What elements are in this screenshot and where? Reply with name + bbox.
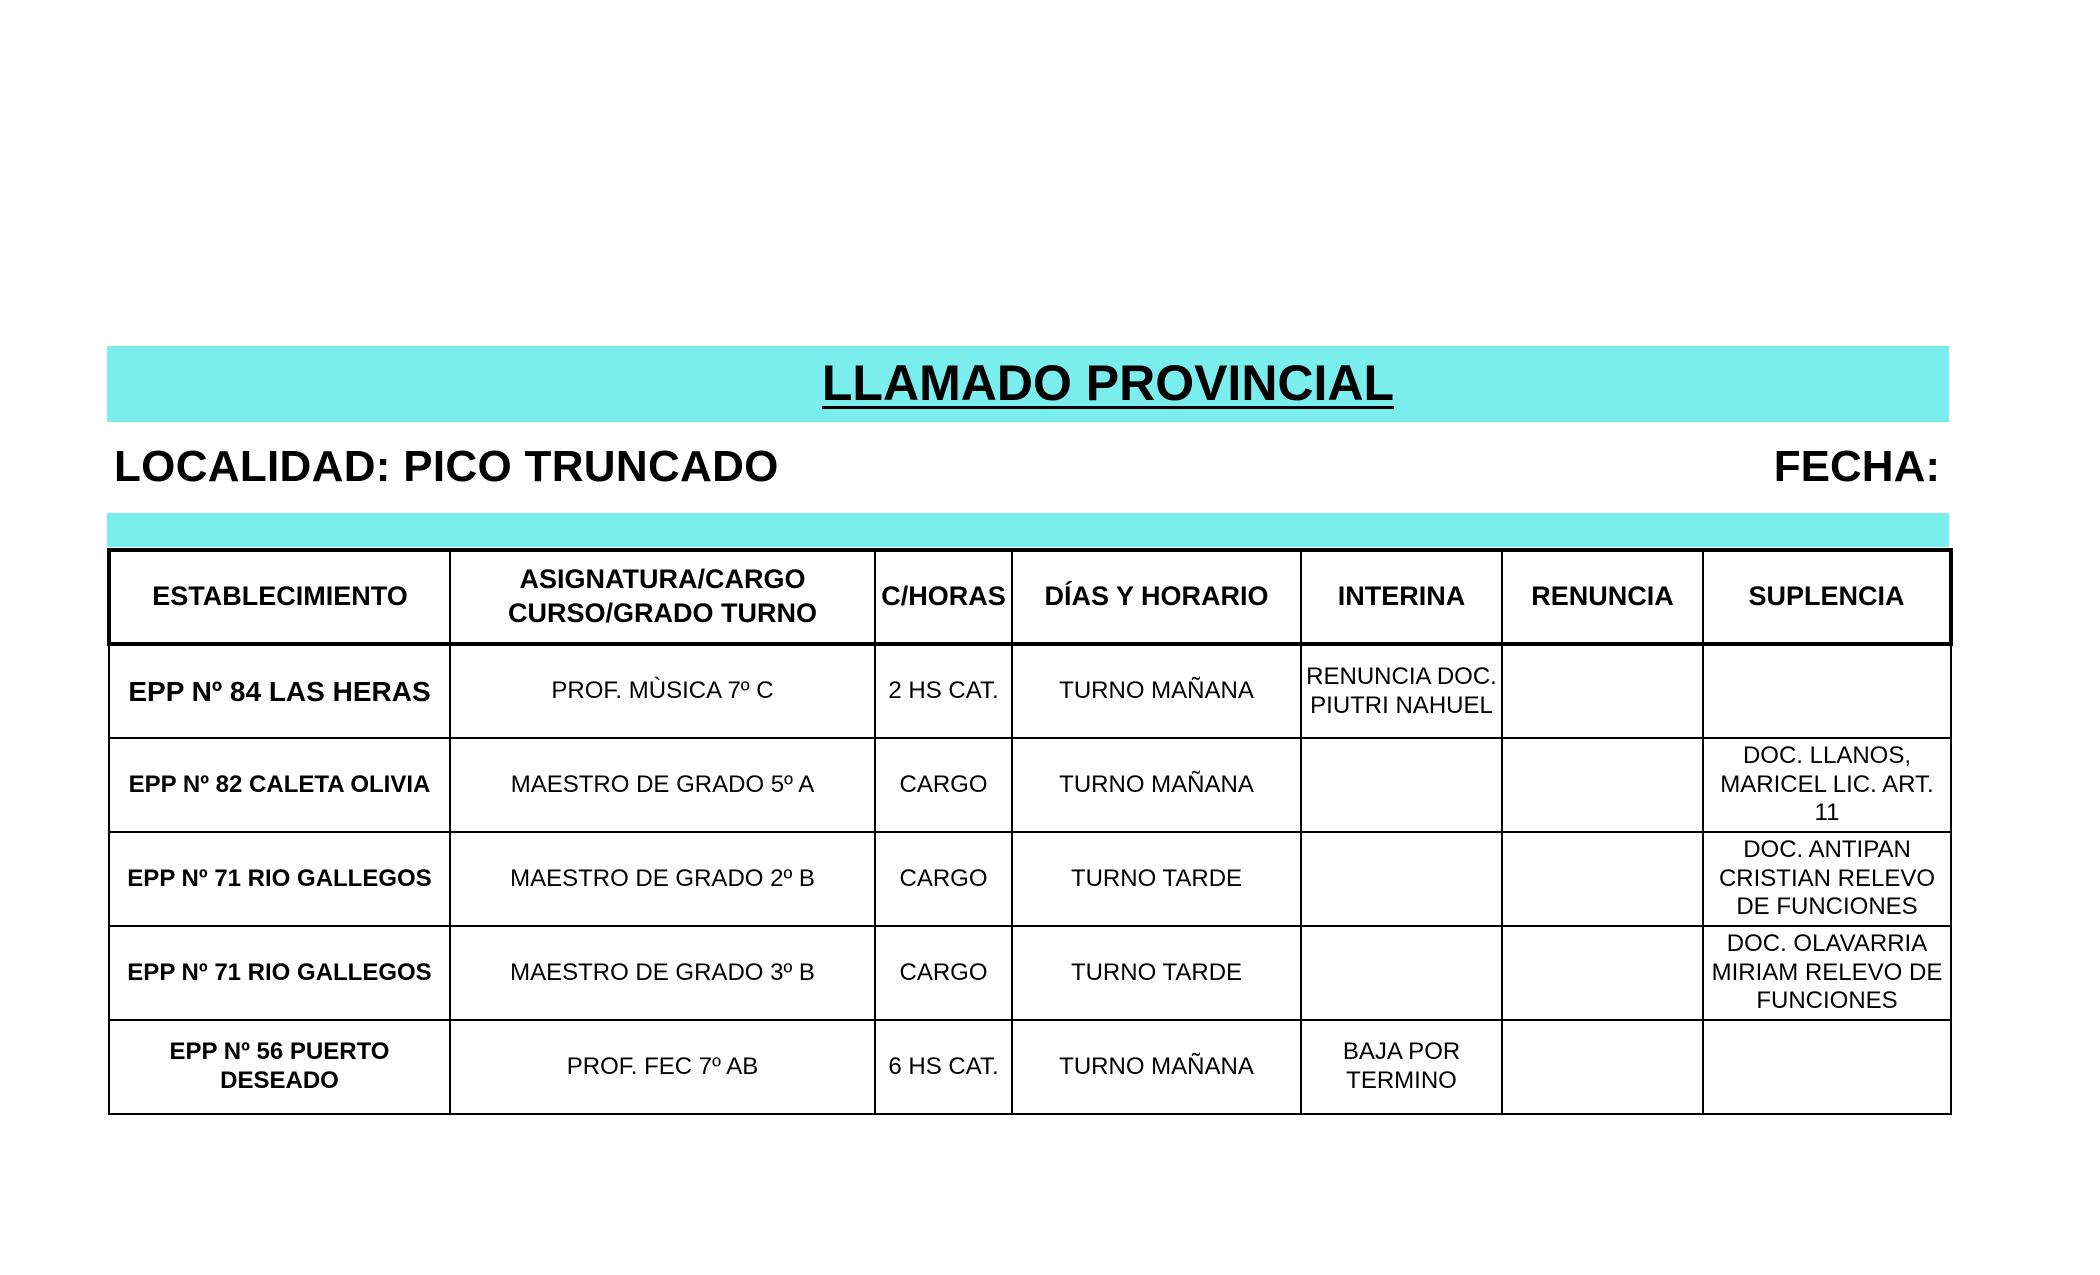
cell-dias: TURNO TARDE [1012, 832, 1301, 926]
header-asignatura-line2: CURSO/GRADO TURNO [508, 598, 817, 628]
cell-horas: 6 HS CAT. [875, 1020, 1012, 1114]
table-row [109, 1020, 1951, 1114]
cell-establecimiento: EPP Nº 84 LAS HERAS [109, 644, 450, 738]
cell-suplencia [1703, 1020, 1951, 1114]
cell-asignatura: PROF. FEC 7º AB [450, 1020, 875, 1114]
cell-establecimiento: EPP Nº 71 RIO GALLEGOS [109, 832, 450, 926]
table-row [109, 832, 1951, 926]
cell-asignatura: MAESTRO DE GRADO 2º B [450, 832, 875, 926]
title-band [107, 346, 1949, 422]
cell-asignatura: PROF. MÙSICA 7º C [450, 644, 875, 738]
localidad-label: LOCALIDAD: PICO TRUNCADO [114, 442, 779, 491]
header-suplencia: SUPLENCIA [1703, 550, 1951, 644]
cell-asignatura: MAESTRO DE GRADO 3º B [450, 926, 875, 1020]
table-row [109, 926, 1951, 1020]
table-row [109, 644, 1951, 738]
header-establecimiento: ESTABLECIMIENTO [109, 550, 450, 644]
fecha-label: FECHA: [1773, 442, 1940, 491]
cell-establecimiento: EPP Nº 82 CALETA OLIVIA [109, 738, 450, 832]
header-horas: C/HORAS [875, 550, 1012, 644]
cell-horas: CARGO [875, 738, 1012, 832]
page-title: LLAMADO PROVINCIAL [821, 355, 1395, 411]
cell-horas: CARGO [875, 832, 1012, 926]
cell-interina [1301, 926, 1502, 1020]
cell-suplencia [1703, 644, 1951, 738]
cell-dias: TURNO TARDE [1012, 926, 1301, 1020]
table-header-row [109, 550, 1951, 644]
vacancies-table [107, 548, 1953, 1115]
cell-renuncia [1502, 644, 1703, 738]
cell-asignatura: MAESTRO DE GRADO 5º A [450, 738, 875, 832]
header-strip [107, 513, 1949, 547]
cell-suplencia: DOC. ANTIPAN CRISTIAN RELEVO DE FUNCIONES [1703, 832, 1951, 926]
table-row [109, 738, 1951, 832]
cell-interina [1301, 832, 1502, 926]
cell-interina: BAJA POR TERMINO [1301, 1020, 1502, 1114]
header-interina: INTERINA [1301, 550, 1502, 644]
cell-dias: TURNO MAÑANA [1012, 1020, 1301, 1114]
cell-renuncia [1502, 738, 1703, 832]
cell-renuncia [1502, 926, 1703, 1020]
header-renuncia: RENUNCIA [1502, 550, 1703, 644]
cell-dias: TURNO MAÑANA [1012, 644, 1301, 738]
cell-suplencia: DOC. LLANOS, MARICEL LIC. ART. 11 [1703, 738, 1951, 832]
header-asignatura [450, 550, 875, 644]
header-asignatura-line1: ASIGNATURA/CARGO [519, 564, 806, 595]
cell-dias: TURNO MAÑANA [1012, 738, 1301, 832]
cell-renuncia [1502, 1020, 1703, 1114]
cell-horas: 2 HS CAT. [875, 644, 1012, 738]
cell-horas: CARGO [875, 926, 1012, 1020]
cell-renuncia [1502, 832, 1703, 926]
cell-establecimiento: EPP Nº 71 RIO GALLEGOS [109, 926, 450, 1020]
cell-suplencia: DOC. OLAVARRIA MIRIAM RELEVO DE FUNCIONES [1703, 926, 1951, 1020]
cell-interina [1301, 738, 1502, 832]
cell-establecimiento: EPP Nº 56 PUERTO DESEADO [109, 1020, 450, 1114]
cell-interina: RENUNCIA DOC. PIUTRI NAHUEL [1301, 644, 1502, 738]
header-dias: DÍAS Y HORARIO [1012, 550, 1301, 644]
